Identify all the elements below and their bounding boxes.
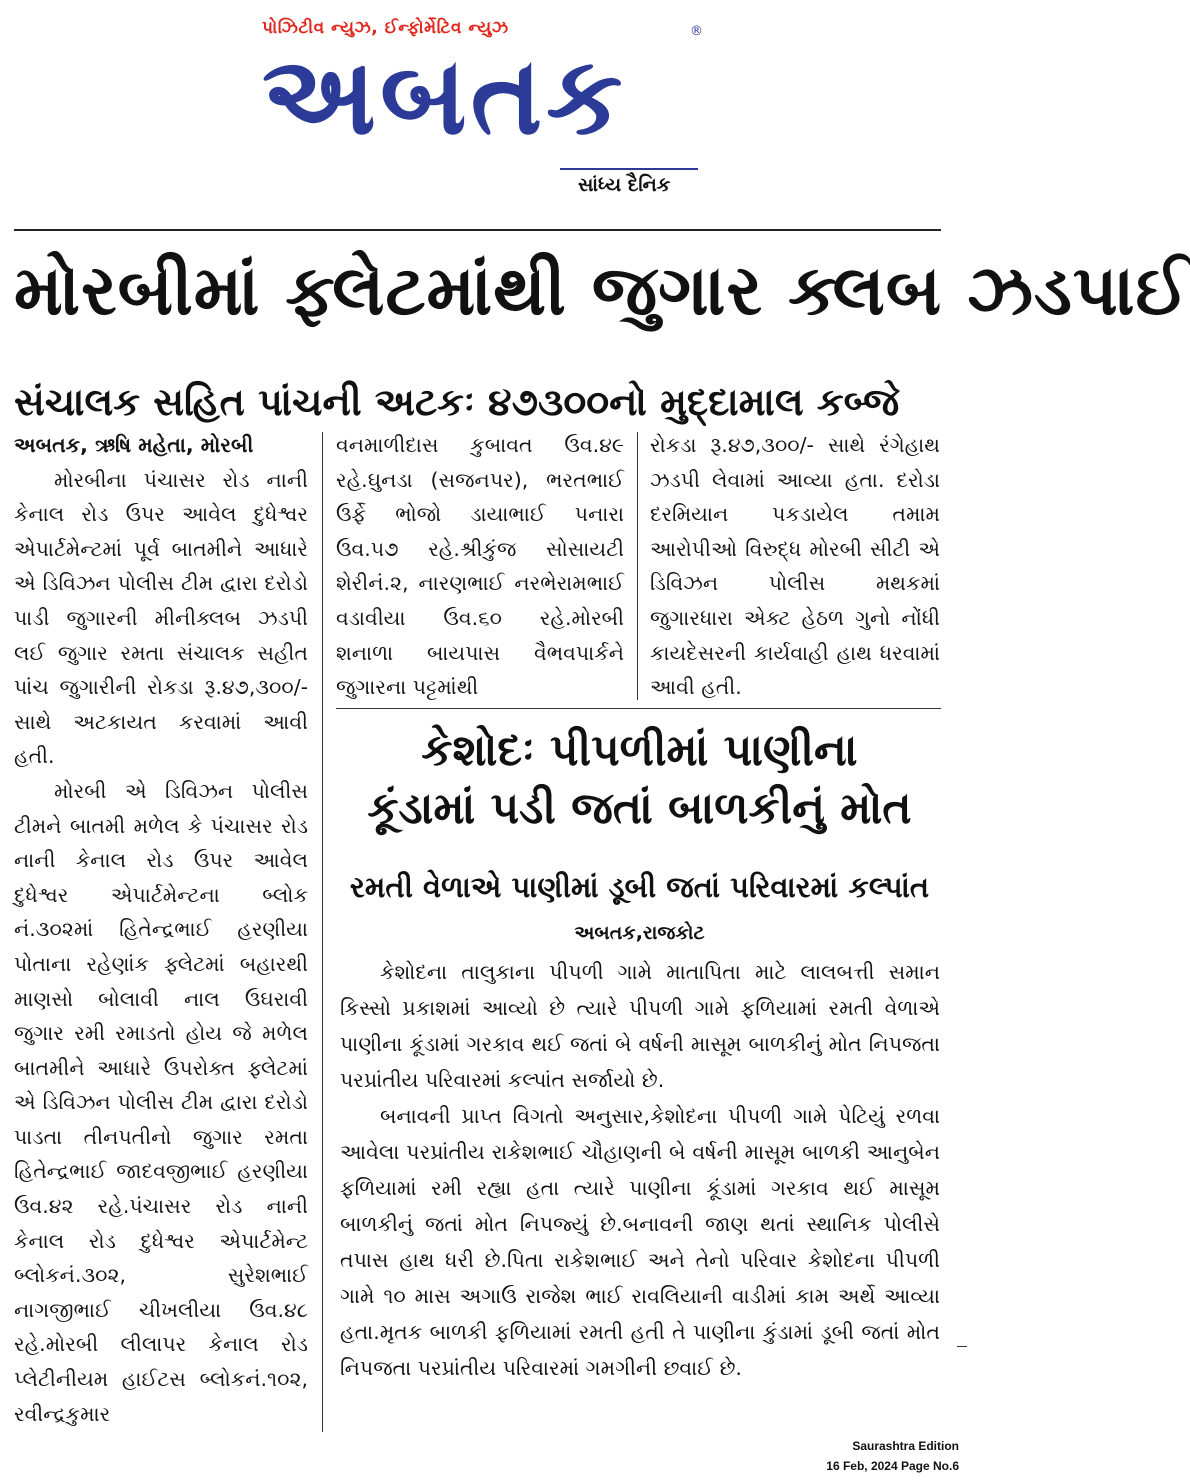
lead-column-3 xyxy=(650,428,940,705)
second-byline: અબતક,રાજકોટ xyxy=(574,922,705,944)
second-story-body xyxy=(340,954,940,1386)
masthead-tagline: પોઝિટીવ ન્યુઝ, ઈન્ફોર્મેટિવ ન્યુઝ xyxy=(262,18,509,38)
lead-paragraph: મોરબી એ ડિવિઝન પોલીસ ટીમને બાતમી મળેલ કે પંચાસર રોડ નાની કેનાલ રોડ ઉપર આવેલ દુધેશ્વર એપાર્ટમેન્ટના બ્લોક નં.૩૦૨માં હિતેન્દ્રભાઈ હરણીયા પોતાના રહેણાંક ફ્લેટમાં બહારથી માણસો બોલાવી નાલ ઉઘરાવી જુગાર રમી રમાડતો હોય જે મળેલ બાતમીને આધારે ઉપરોક્ત ફ્લેટમાં એ ડિવિઝન પોલીસ ટીમ દ્વારા દરોડો પાડતા તીનપતીનો જુગાર રમતા હિતેન્દ્રભાઈ જાદવજીભાઈ હરણીયા ઉવ.૪૨ રહે.પંચાસર રોડ નાની કેનાલ રોડ દુધેશ્વર એપાર્ટમેન્ટ બ્લોકનં.૩૦૨, સુરેશભાઈ નાગજીભાઈ ચીખલીયા ઉવ.૪૮ રહે.મોરબી લીલાપર કેનાલ રોડ પ્લેટીનીયમ હાઈટસ બ્લોકનં.૧૦૨, રવીન્દ્રકુમાર xyxy=(14,778,308,1426)
lead-subheadline: સંચાલક સહિત પાંચની અટકઃ ૪૭૩૦૦નો મુદ્દામાલ કબ્જે xyxy=(14,380,900,424)
registered-mark: ® xyxy=(690,24,703,39)
column-divider xyxy=(637,432,638,700)
story-divider xyxy=(336,708,941,709)
margin-mark xyxy=(957,1346,967,1347)
top-divider xyxy=(14,229,941,231)
lead-headline: મોરબીમાં ફ્લેટમાંથી જુગાર ક્લબ ઝડપાઈ xyxy=(14,251,1190,331)
lead-column-1 xyxy=(14,428,308,1431)
edition-name: Saurashtra Edition xyxy=(852,1439,959,1453)
newspaper-logo: અબતક xyxy=(262,34,627,159)
masthead xyxy=(0,0,969,205)
page-footer xyxy=(826,1436,959,1476)
lead-paragraph: રોકડા રૂ.૪૭,૩૦૦/- સાથે રંગેહાથ ઝડપી લેવામાં આવ્યા હતા. દરોડા દરમિયાન પકડાયેલ તમામ આરોપીઓ વિરુદ્ધ મોરબી સીટી એ ડિવિઝન પોલીસ મથકમાં જુગારધારા એક્ટ હેઠળ ગુનો નોંધી કાયદેસરની કાર્યવાહી હાથ ધરવામાં આવી હતી. xyxy=(650,433,940,700)
second-subheadline: રમતી વેળાએ પાણીમાં ડૂબી જતાં પરિવારમાં કલ્પાંત xyxy=(349,870,930,904)
date-page: 16 Feb, 2024 Page No.6 xyxy=(826,1459,959,1473)
column-divider xyxy=(322,432,323,1432)
lead-column-2 xyxy=(336,428,624,705)
second-headline-line-2: કૂંડામાં પડી જતાં બાળકીનું મોત xyxy=(367,783,912,834)
edition-type: સાંધ્ય દૈનિક xyxy=(578,174,671,196)
second-headline-line-1: કેશોદઃ પીપળીમાં પાણીના xyxy=(421,725,858,776)
second-paragraph: બનાવની પ્રાપ્ત વિગતો અનુસાર,કેશોદના પીપળી ગામે પેટિયું રળવા આવેલા પરપ્રાંતીય રાકેશભાઈ ચૌહાણની બે વર્ષની માસૂમ બાળકી આનુબેન ફળિયામાં રમી રહ્યા હતા ત્યારે પાણીના કૂંડામાં ગરકાવ થઈ માસૂમ બાળકીનું જતાં મોત નિપજ્યું છે.બનાવની જાણ થતાં સ્થાનિક પોલીસે તપાસ હાથ ધરી છે.પિતા રાકેશભાઈ અને તેનો પરિવાર કેશોદના પીપળી ગામે ૧૦ માસ અગાઉ રાજેશ ભાઈ રાવલિયાની વાડીમાં કામ અર્થે આવ્યા હતા.મૃતક બાળકી ફળિયામાં રમતી હતી તે પાણીના કુંડામાં ડૂબી જતાં મોત નિપજતા પરપ્રાંતીય પરિવારમાં ગમગીની છવાઈ છે. xyxy=(340,1104,940,1380)
lead-byline: અબતક, ઋષિ મહેતા, મોરબી xyxy=(14,433,254,457)
logo-underline xyxy=(560,168,698,170)
lead-paragraph: મોરબીના પંચાસર રોડ નાની કેનાલ રોડ ઉપર આવેલ દુધેશ્વર એપાર્ટમેન્ટમાં પૂર્વ બાતમીને આધારે એ ડિવિઝન પોલીસ ટીમ દ્વારા દરોડો પાડી જુગારની મીનીક્લબ ઝડપી લઈ જુગાર રમતા સંચાલક સહીત પાંચ જુગારીની રોકડા રૂ.૪૭,૩૦૦/-સાથે અટકાયત કરવામાં આવી હતી. xyxy=(14,467,308,769)
lead-paragraph: વનમાળીદાસ કુબાવત ઉવ.૪૯ રહે.ઘુનડા (સજનપર), ભરતભાઈ ઉર્ફે ભોજો ડાયાભાઈ પનારા ઉવ.૫૭ રહે.શ્રીકુંજ સોસાયટી શેરીનં.૨, નારણભાઈ નરભેરામભાઈ વડાવીયા ઉવ.૬૦ રહે.મોરબી શનાળા બાયપાસ વૈભવપાર્કને જુગારના પટ્ટમાંથી xyxy=(336,433,624,700)
second-headline xyxy=(338,722,941,838)
second-paragraph: કેશોદના તાલુકાના પીપળી ગામે માતાપિતા માટે લાલબત્તી સમાન કિસ્સો પ્રકાશમાં આવ્યો છે ત્યારે પીપળી ગામે ફળિયામાં રમતી વેળાએ પાણીના કૂંડામાં ગરકાવ થઈ જતાં બે વર્ષની માસૂમ બાળકીનું મોત નિપજતા પરપ્રાંતીય પરિવારમાં કલ્પાંત સર્જાયો છે. xyxy=(340,960,940,1092)
